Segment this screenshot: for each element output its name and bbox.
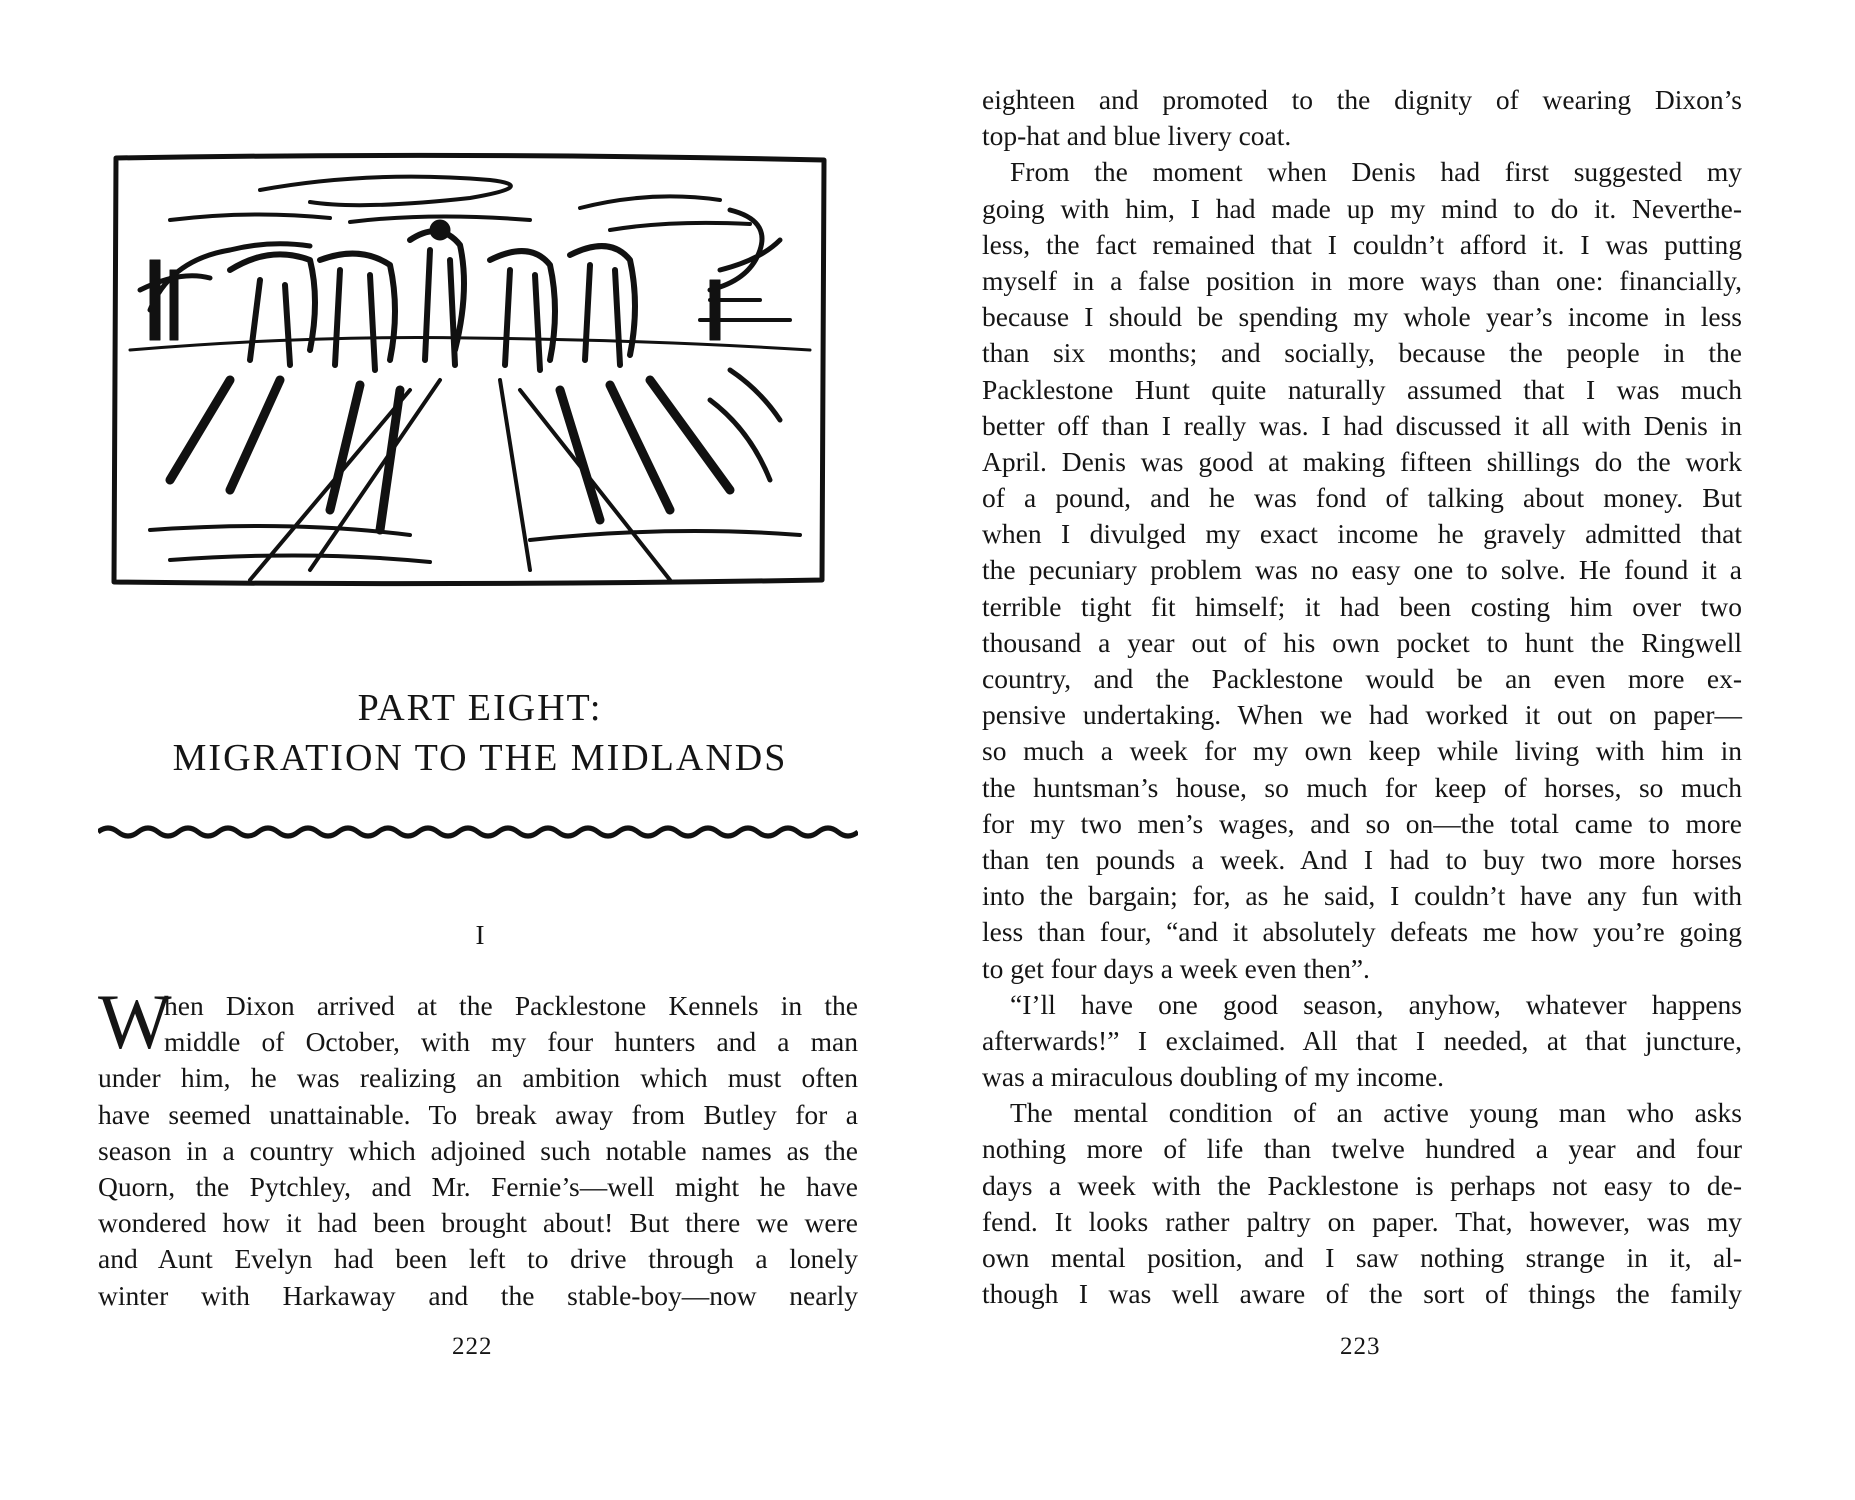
text-line: though I was well aware of the sort of things the family	[982, 1278, 1742, 1310]
text-line: The mental condition of an active young man who asks	[1010, 1097, 1742, 1129]
text-line: Quorn, the Pytchley, and Mr. Fernie’s—well might he have	[98, 1170, 858, 1202]
drop-cap: W	[98, 978, 172, 1065]
text-line: for my two men’s wages, and so on—the total came to more	[982, 807, 1742, 839]
text-line: so much a week for my own keep while living with him in	[982, 735, 1742, 767]
part-subtitle: MIGRATION TO THE MIDLANDS	[172, 737, 788, 779]
section-number: I	[475, 920, 485, 950]
left-body-text	[98, 988, 858, 1314]
text-line: because I should be spending my whole year’s income in less	[982, 301, 1742, 333]
decorative-rule	[98, 824, 858, 840]
text-line: under him, he was realizing an ambition which must often	[98, 1062, 858, 1094]
text-line: of a pound, and he was fond of talking about money. But	[982, 482, 1742, 514]
text-line: and Aunt Evelyn had been left to drive through a lonely	[98, 1243, 858, 1275]
text-line: myself in a false position in more ways than one: financially,	[982, 264, 1742, 296]
text-line: terrible tight fit himself; it had been costing him over two	[982, 590, 1742, 622]
text-line: pensive undertaking. When we had worked it out on paper—	[982, 699, 1742, 731]
text-line: to get four days a week even then”.	[982, 952, 1370, 984]
text-line: going with him, I had made up my mind to do it. Neverthe-	[982, 192, 1742, 224]
text-line: April. Denis was good at making fifteen shillings do the work	[982, 445, 1742, 477]
text-line: less than four, “and it absolutely defeats me how you’re going	[982, 916, 1742, 948]
text-line: less, the fact remained that I couldn’t afford it. I was putting	[982, 228, 1742, 260]
text-line: the huntsman’s house, so much for keep of horses, so much	[982, 771, 1742, 803]
right-body-text	[982, 82, 1742, 1312]
chapter-illustration	[110, 150, 830, 590]
page-number: 223	[1340, 1333, 1381, 1360]
text-line: than ten pounds a week. And I had to buy two more horses	[982, 843, 1742, 875]
text-line: when I divulged my exact income he gravely admitted that	[982, 518, 1742, 550]
part-title: PART EIGHT:	[357, 687, 603, 729]
text-line: have seemed unattainable. To break away from Butley for a	[98, 1098, 858, 1130]
text-line: eighteen and promoted to the dignity of wearing Dixon’s	[982, 84, 1742, 115]
text-line: thousand a year out of his own pocket to hunt the Ringwell	[982, 626, 1742, 658]
text-line: was a miraculous doubling of my income.	[982, 1061, 1445, 1093]
text-line: own mental position, and I saw nothing strange in it, al-	[982, 1242, 1742, 1273]
text-line: top-hat and blue livery coat.	[982, 120, 1292, 152]
text-line: wondered how it had been brought about! But there we were	[98, 1207, 858, 1239]
text-line: nothing more of life than twelve hundred a year and four	[982, 1133, 1742, 1165]
text-line: country, and the Packlestone would be an even more ex-	[982, 663, 1742, 694]
text-line: the pecuniary problem was no easy one to solve. He found it a	[982, 554, 1742, 586]
text-line: From the moment when Denis had first suggested my	[1010, 156, 1742, 188]
text-line: better off than I really was. I had discussed it all with Denis in	[982, 409, 1742, 441]
text-line: days a week with the Packlestone is perhaps not easy to de-	[982, 1169, 1742, 1201]
page-number: 222	[452, 1333, 493, 1360]
text-line: fend. It looks rather paltry on paper. That, however, was my	[982, 1205, 1742, 1237]
text-line: afterwards!” I exclaimed. All that I needed, at that juncture,	[982, 1024, 1742, 1056]
text-line: middle of October, with my four hunters and a man	[164, 1026, 858, 1058]
text-line: season in a country which adjoined such notable names as the	[98, 1134, 858, 1166]
text-line: hen Dixon arrived at the Packlestone Kennels in the	[164, 990, 858, 1021]
text-line: winter with Harkaway and the stable-boy—now nearly	[98, 1279, 858, 1311]
text-line: into the bargain; for, as he said, I couldn’t have any fun with	[982, 880, 1742, 912]
text-line: than six months; and socially, because the people in the	[982, 337, 1742, 369]
text-line: “I’ll have one good season, anyhow, whatever happens	[1010, 988, 1742, 1020]
text-line: Packlestone Hunt quite naturally assumed that I was much	[982, 373, 1742, 405]
